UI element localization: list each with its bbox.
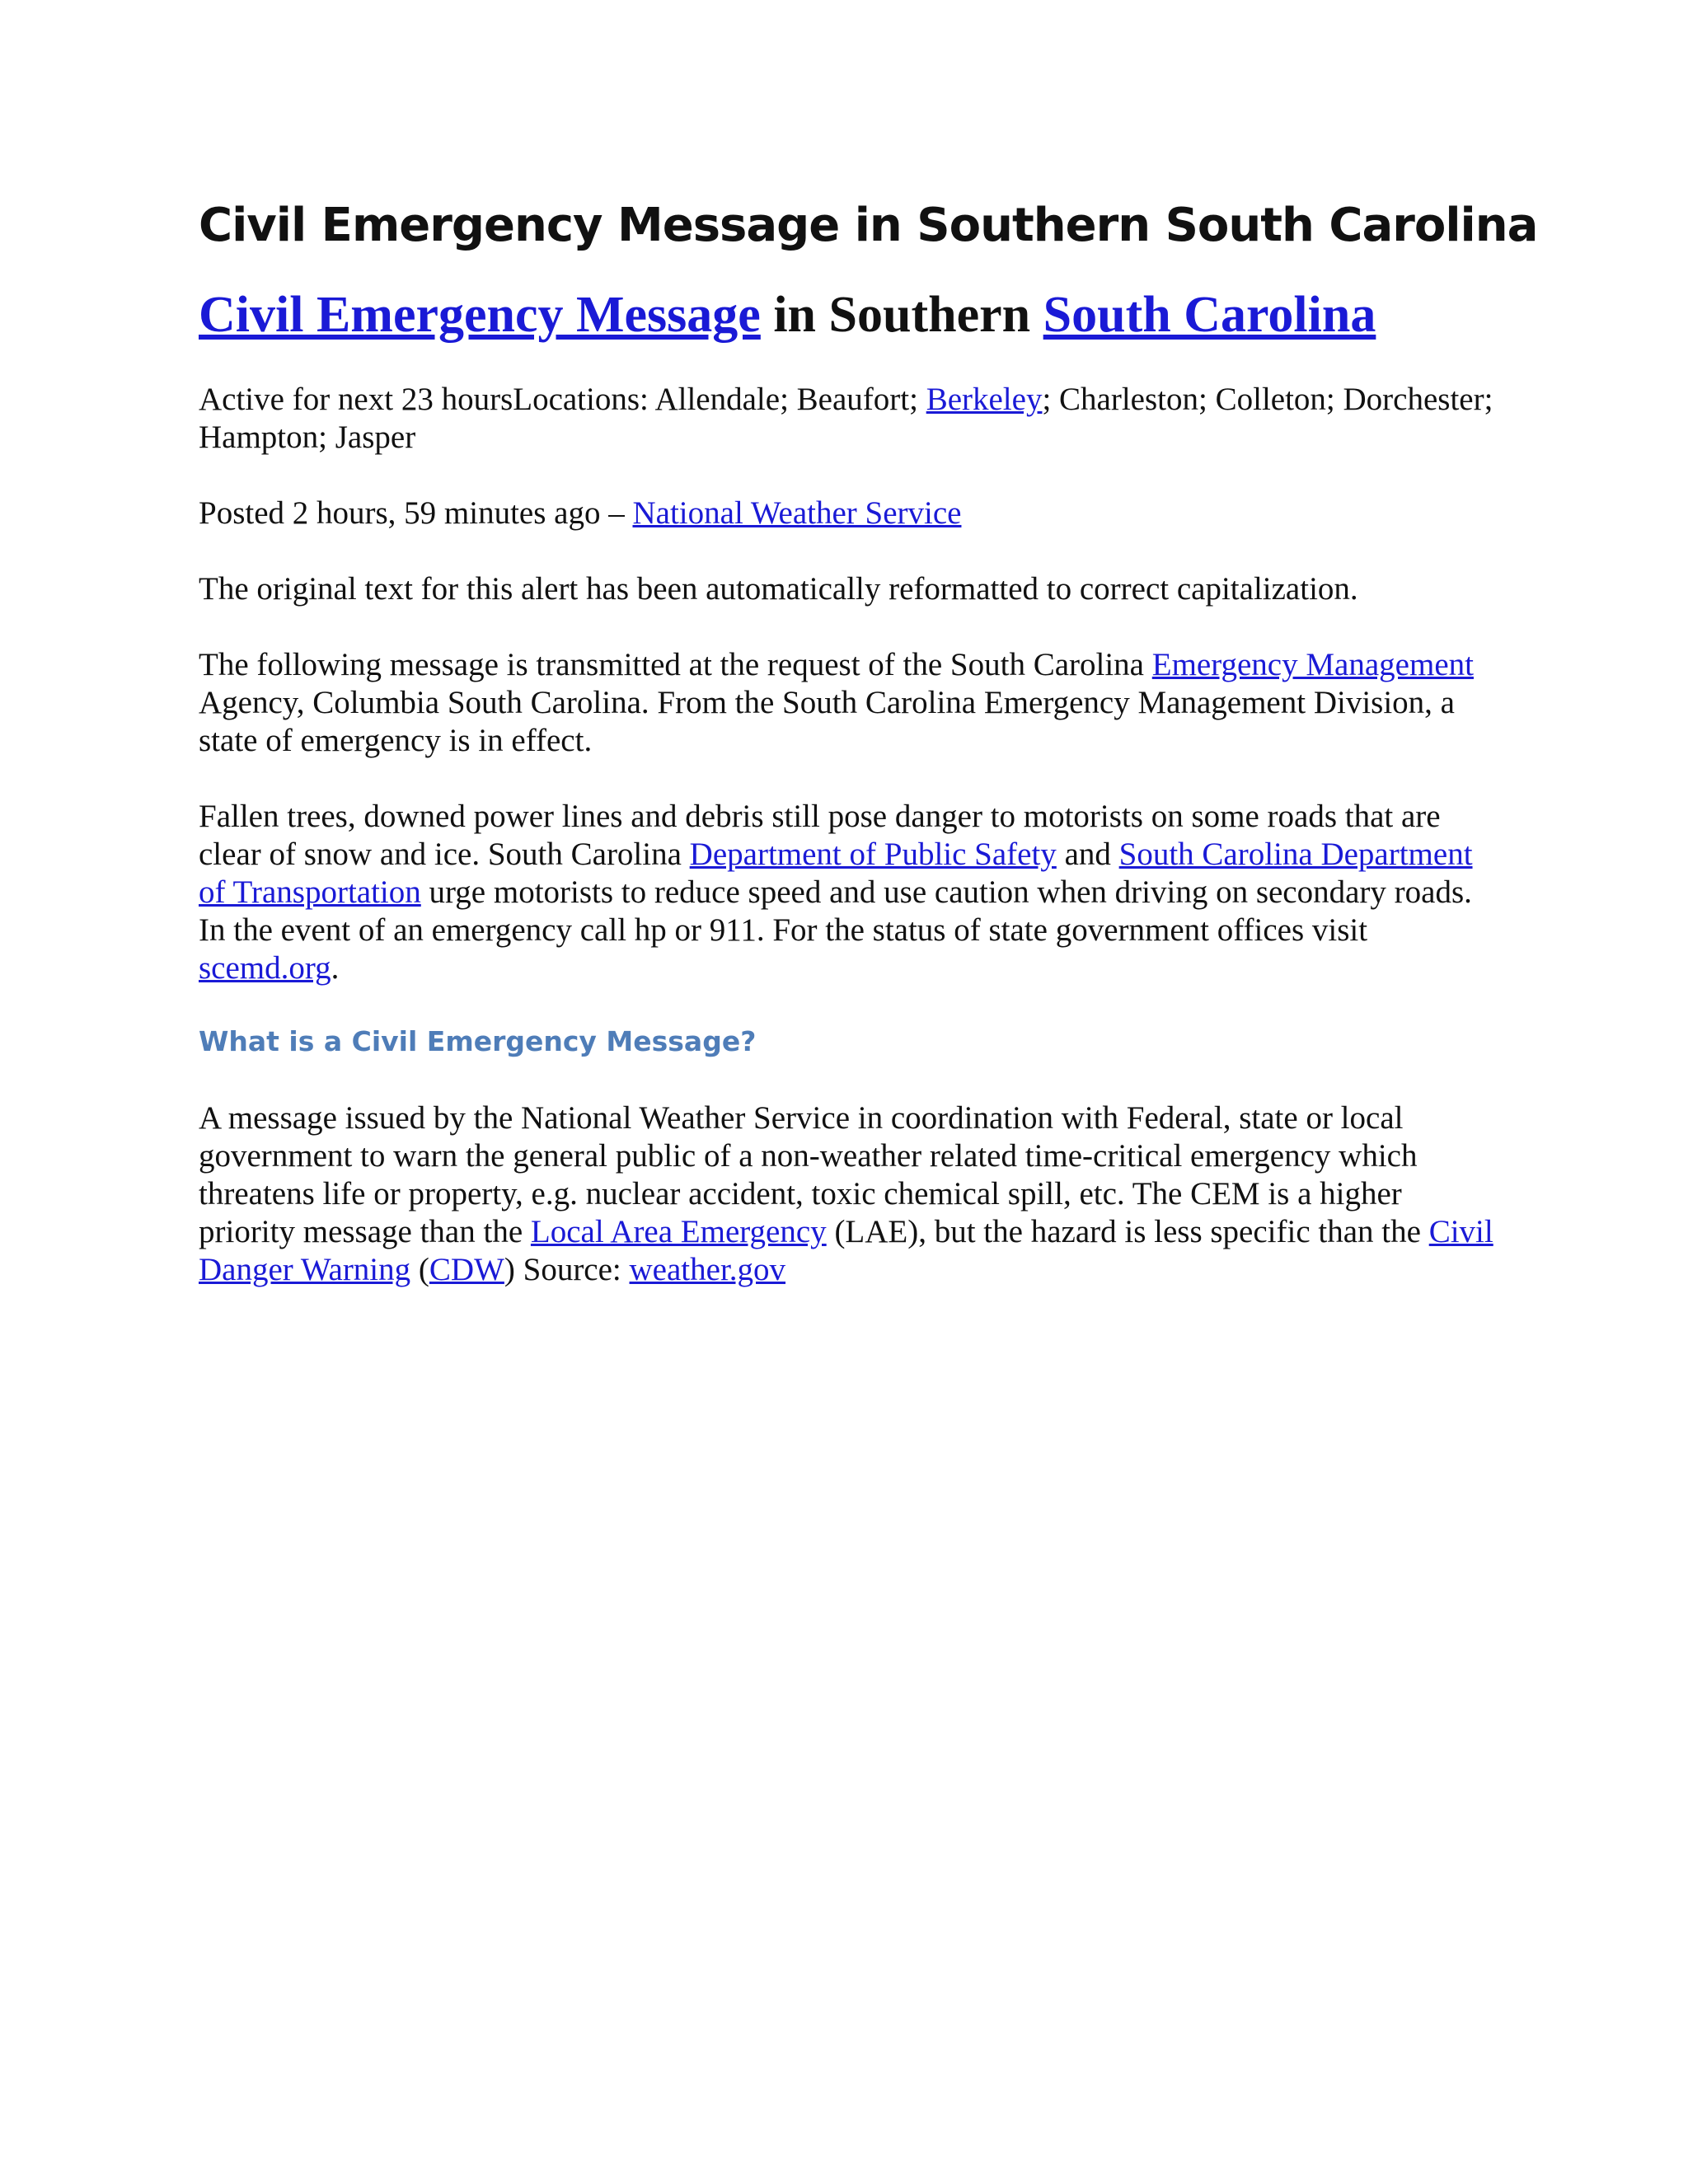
berkeley-link[interactable]: Berkeley	[926, 382, 1043, 418]
alert-headline	[199, 286, 1501, 344]
south-carolina-link[interactable]: South Carolina	[1043, 287, 1376, 344]
locations-paragraph	[199, 381, 1501, 457]
definition-text-1: A message issued by the National Weather Service in coordination with Federal, state or local government to warn the general public of a non-weather related time-critical emergency which threatens life or property, e.g. nuclear accident, toxic chemical spill, etc. The CEM is a higher priority message than the	[199, 1100, 1418, 1250]
request-text-start: The following message is transmitted at the request of the South Carolina	[199, 647, 1152, 683]
locations-text-end: ; Charleston; Colleton; Dorchester; Hampton; Jasper	[199, 382, 1493, 456]
emergency-management-link[interactable]: Emergency Management	[1151, 647, 1474, 683]
locations-text-start: Active for next 23 hoursLocations: Allendale; Beaufort;	[199, 382, 926, 418]
document-title: Civil Emergency Message in Southern South Carolina	[199, 199, 1538, 252]
weather-gov-link[interactable]: weather.gov	[629, 1252, 786, 1288]
reformat-note: The original text for this alert has been automatically reformatted to correct capitalization.	[199, 571, 1358, 607]
hazard-text-4: .	[331, 950, 340, 987]
transportation-link[interactable]: South Carolina Department of Transportation	[199, 837, 1473, 911]
posted-text: Posted 2 hours, 59 minutes ago –	[199, 495, 633, 532]
civil-emergency-message-link[interactable]: Civil Emergency Message	[199, 287, 761, 344]
local-area-emergency-link[interactable]: Local Area Emergency	[530, 1214, 827, 1250]
hazard-text-2: and	[1056, 837, 1119, 873]
definition-text-3: (	[410, 1252, 429, 1288]
request-text-end: Agency, Columbia South Carolina. From the South Carolina Emergency Management Division, a state of emergency is in effect.	[199, 685, 1455, 759]
headline-text: in Southern	[760, 287, 1043, 344]
hazard-text-3: urge motorists to reduce speed and use caution when driving on secondary roads. In the event of an emergency call hp or 911. For the status of state government offices visit	[199, 874, 1472, 949]
hazard-paragraph	[199, 798, 1501, 987]
definition-subheading: What is a Civil Emergency Message?	[199, 1025, 757, 1058]
definition-paragraph	[199, 1099, 1501, 1289]
cdw-link[interactable]: CDW	[429, 1252, 504, 1288]
definition-text-2: (LAE), but the hazard is less specific than the	[826, 1214, 1429, 1250]
request-paragraph	[199, 646, 1501, 760]
document-page	[199, 198, 1538, 1327]
civil-danger-warning-link[interactable]: Civil Danger Warning	[199, 1214, 1493, 1288]
posted-paragraph	[199, 494, 1501, 532]
public-safety-link[interactable]: Department of Public Safety	[689, 837, 1057, 873]
definition-text-4: ) Source:	[504, 1252, 630, 1288]
scemd-link[interactable]: scemd.org	[199, 950, 331, 987]
national-weather-service-link[interactable]: National Weather Service	[632, 495, 962, 532]
hazard-text-1: Fallen trees, downed power lines and debris still pose danger to motorists on some roads that are clear of snow and ice. South Carolina	[199, 799, 1441, 873]
